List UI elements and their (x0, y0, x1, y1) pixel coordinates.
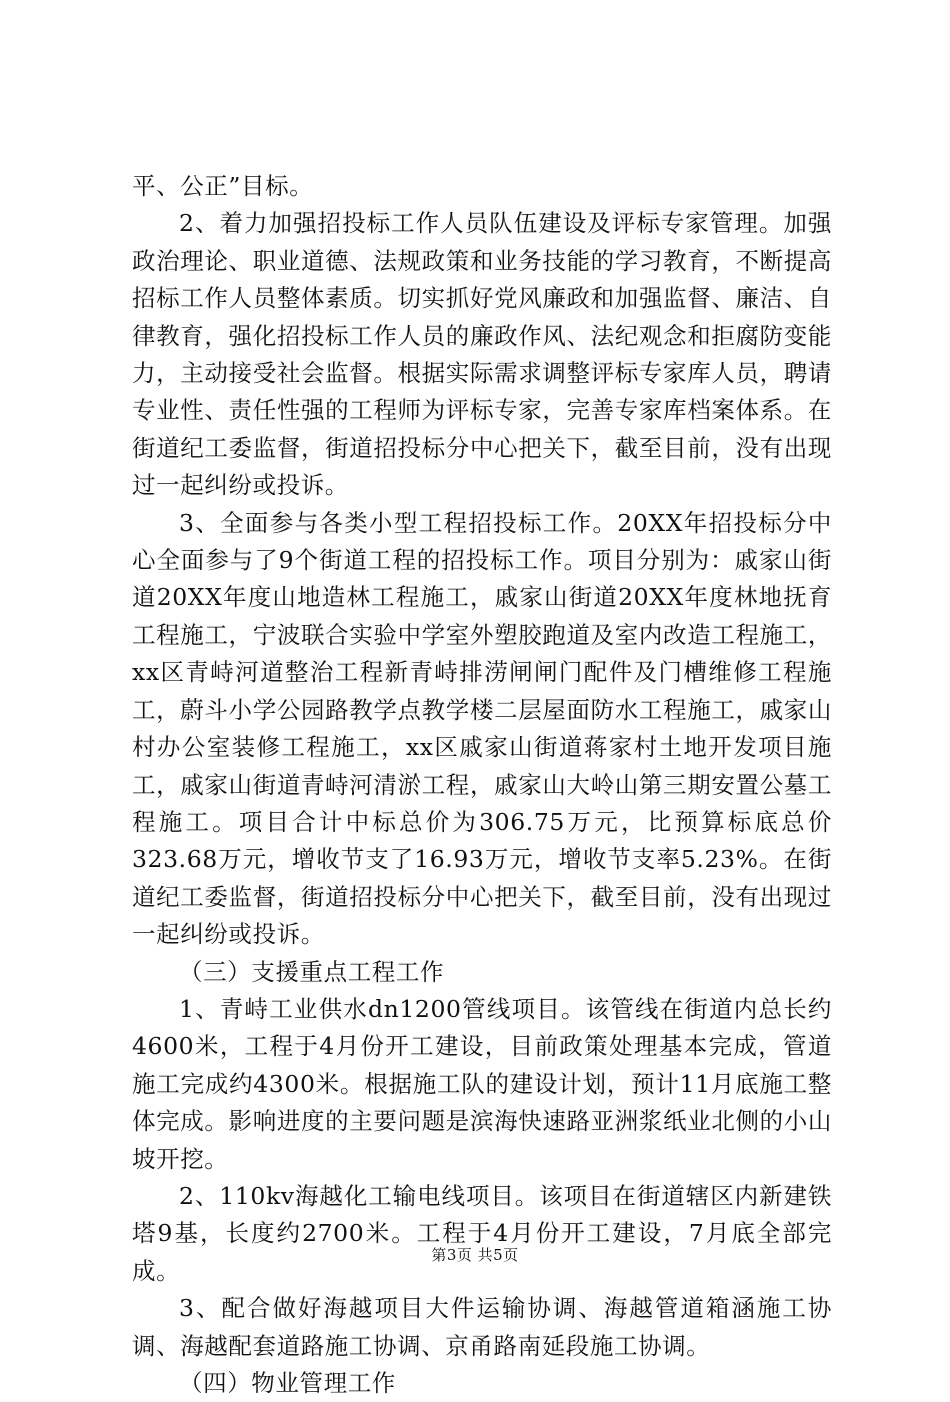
paragraph-water-pipeline: 1、青峙工业供水dn1200管线项目。该管线在街道内总长约4600米，工程于4月份开工建设，目前政策处理基本完成，管道施工完成约4300米。根据施工队的建设计划，预计11月底施工整体完成。影响进度的主要问题是滨海快速路亚洲浆纸业北侧的小山坡开挖。 (132, 994, 832, 1173)
paragraph-small-projects: 3、全面参与各类小型工程招投标工作。20XX年招投标分中心全面参与了9个街道工程的招投标工作。项目分别为：戚家山街道20XX年度山地造林工程施工，戚家山街道20XX年度林地抚育工程施工，宁波联合实验中学室外塑胶跑道及室内改造工程施工，xx区青峙河道整治工程新青峙排涝闸闸门配件及门槽维修工程施工，蔚斗小学公园路教学点教学楼二层屋面防水工程施工，戚家山村办公室装修工程施工，xx区戚家山街道蒋家村土地开发项目施工，戚家山街道青峙河清淤工程，戚家山大岭山第三期安置公墓工程施工。项目合计中标总价为306.75万元，比预算标底总价323.68万元，增收节支了16.93万元，增收节支率5.23%。在街道纪工委监督，街道招投标分中心把关下，截至目前，没有出现过一起纠纷或投诉。 (132, 508, 832, 949)
paragraph-power-line: 2、110kv海越化工输电线项目。该项目在街道辖区内新建铁塔9基，长度约2700米。工程于4月份开工建设，7月底全部完成。 (132, 1181, 832, 1285)
section-heading-key-projects: （三）支援重点工程工作 (179, 957, 445, 986)
document-body (132, 168, 832, 1402)
paragraph-bidding-staff: 2、着力加强招投标工作人员队伍建设及评标专家管理。加强政治理论、职业道德、法规政策和业务技能的学习教育，不断提高招标工作人员整体素质。切实抓好党风廉政和加强监督、廉洁、自律教育，强化招投标工作人员的廉政作风、法纪观念和拒腐防变能力，主动接受社会监督。根据实际需求调整评标专家库人员，聘请专业性、责任性强的工程师为评标专家，完善专家库档案体系。在街道纪工委监督，街道招投标分中心把关下，截至目前，没有出现过一起纠纷或投诉。 (132, 209, 832, 500)
paragraph-continuation: 平、公正”目标。 (132, 172, 314, 200)
page-footer: 第3页 共5页 (431, 1246, 519, 1264)
paragraph-coordination: 3、配合做好海越项目大件运输协调、海越管道箱涵施工协调、海越配套道路施工协调、京甬路南延段施工协调。 (132, 1294, 832, 1360)
section-heading-property-management: （四）物业管理工作 (179, 1369, 396, 1397)
